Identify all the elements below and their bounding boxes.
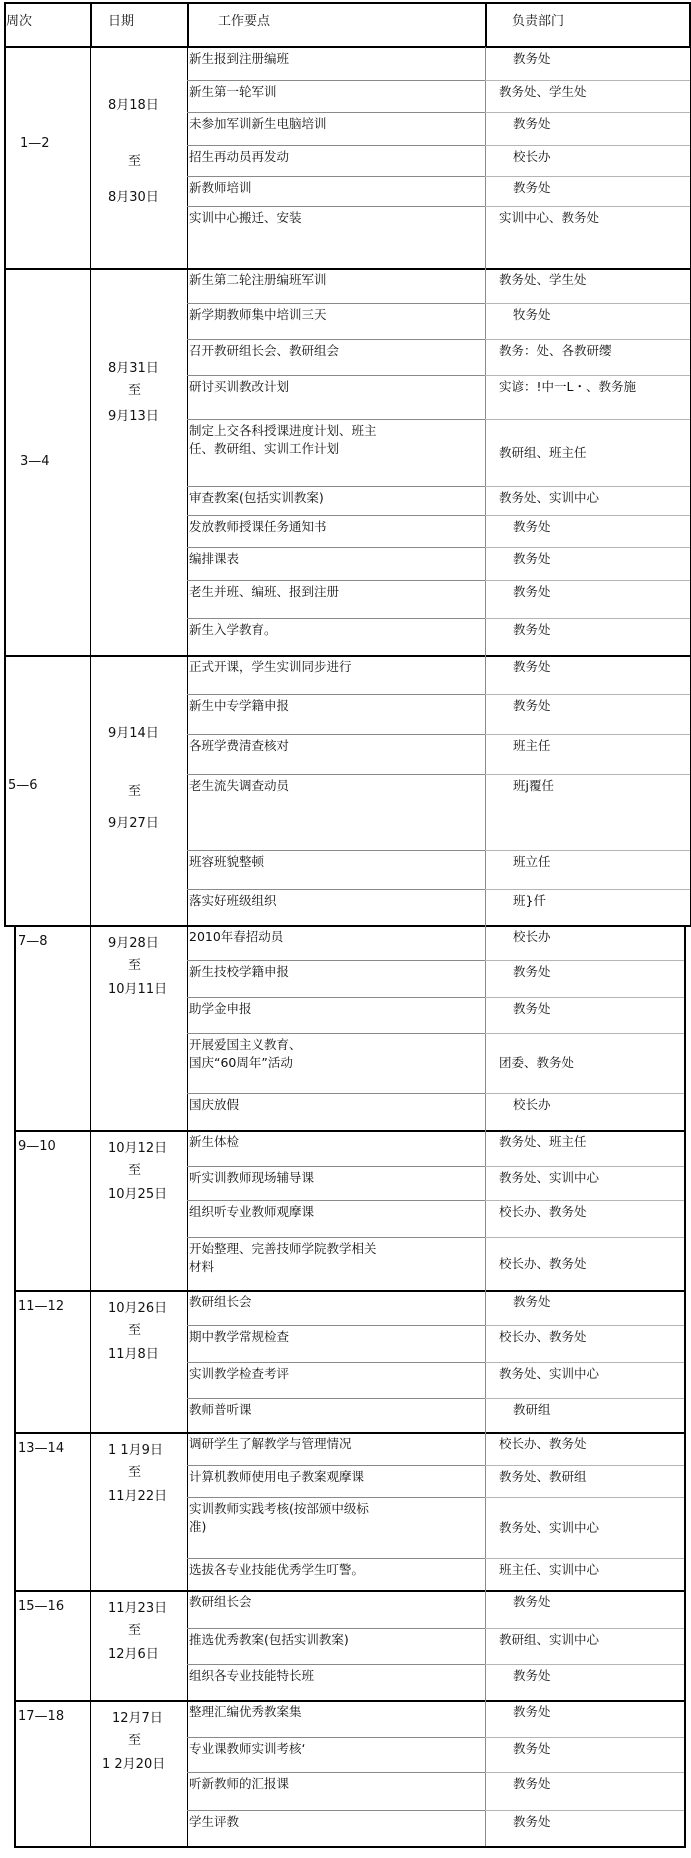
task-text: 新生体检 — [189, 1134, 240, 1149]
task-text: 期中教学常规检查 — [189, 1329, 290, 1344]
block-left-border — [14, 1700, 16, 1846]
dept-text: 教务处 — [513, 1001, 551, 1016]
dept-text: 教务处 — [513, 698, 551, 713]
week-label: 9—10 — [18, 1139, 56, 1154]
block-dept-border — [485, 1290, 486, 1432]
row-divider-dept — [485, 774, 690, 775]
dept-text: 教务处 — [513, 180, 551, 195]
task-text: 国庆“60周年”活动 — [189, 1055, 293, 1070]
block-left-border — [14, 1432, 16, 1590]
date-end: 1 2月20日 — [102, 1757, 166, 1772]
dept-text: 教务处 — [513, 1594, 551, 1609]
block-bottom-border — [4, 655, 691, 657]
date-separator: 至 — [128, 1323, 142, 1338]
dept-text: 教务处、学生处 — [499, 84, 587, 99]
dept-text: 班j覆任 — [513, 778, 554, 793]
header-bottom-border — [4, 46, 690, 48]
week-label: 7—8 — [18, 934, 48, 949]
task-text: 编排课表 — [189, 551, 240, 566]
row-divider-dept — [485, 734, 690, 735]
block-bottom-border — [14, 1290, 686, 1292]
block-bottom-border — [14, 1846, 686, 1848]
block-task-border — [187, 1700, 188, 1846]
row-divider-dept — [485, 80, 690, 81]
dept-text: 校长办、教务处 — [499, 1436, 587, 1451]
block-right-border — [684, 1700, 686, 1846]
date-separator: 至 — [128, 1465, 142, 1480]
task-text: 新生报到注册编班 — [189, 51, 290, 66]
row-divider-dept — [485, 1810, 684, 1811]
row-divider-dept — [485, 486, 690, 487]
row-divider-dept — [485, 339, 690, 340]
task-text: 教研组长会 — [189, 1294, 252, 1309]
dept-text: 教务处、班主任 — [499, 1134, 587, 1149]
dept-text: 教务处、实训中心 — [499, 1170, 600, 1185]
dept-text: 教务处、学生处 — [499, 272, 587, 287]
block-dept-border — [485, 1130, 486, 1290]
dept-text: 教务处 — [513, 116, 551, 131]
task-text: 正式开课，学生实训同步进行 — [189, 659, 352, 674]
dept-text: 教务：处、各教研缨 — [499, 343, 612, 358]
block-left-border — [14, 1590, 16, 1700]
block-left-border — [14, 925, 16, 1130]
row-divider-dept — [485, 1465, 684, 1466]
task-text: 制定上交各科授课进度计划、班主 — [189, 423, 377, 438]
block-date-border — [90, 1130, 91, 1290]
task-text: 发放教师授课任务通知书 — [189, 519, 327, 534]
block-left-border — [4, 655, 6, 925]
row-divider-dept — [485, 618, 690, 619]
block-right-border — [684, 925, 686, 1130]
task-text: 落实好班级组织 — [189, 893, 277, 908]
row-divider-dept — [485, 419, 690, 420]
dept-text: 教务处 — [513, 1294, 551, 1309]
task-text: 招生再动员再发动 — [189, 149, 290, 164]
row-divider-dept — [485, 1093, 684, 1094]
week-label: 15—16 — [18, 1599, 65, 1614]
header-col-border-0 — [4, 2, 6, 48]
table-top-border — [4, 2, 690, 4]
task-text: 各班学费清查核对 — [189, 738, 290, 753]
row-divider-dept — [485, 1664, 684, 1665]
task-text: 听新教师的汇报课 — [189, 1776, 290, 1791]
dept-text: 校长办 — [513, 929, 551, 944]
date-separator: 至 — [128, 383, 142, 398]
block-dept-border — [485, 1700, 486, 1846]
block-bottom-border — [4, 925, 691, 927]
block-task-border — [187, 1432, 188, 1590]
date-end: 12月6日 — [108, 1647, 159, 1662]
block-date-border — [90, 1700, 91, 1846]
task-text: 新生第二轮注册编班军训 — [189, 272, 327, 287]
task-text: 审查教案(包括实训教案) — [189, 490, 324, 505]
block-task-border — [187, 1130, 188, 1290]
header-date: 日期 — [108, 14, 135, 29]
dept-text: 教务处、实训中心 — [499, 490, 600, 505]
row-divider-dept — [485, 850, 690, 851]
header-task: 工作要点 — [218, 14, 271, 29]
block-left-border — [14, 1130, 16, 1290]
block-bottom-border — [14, 1700, 686, 1702]
task-text: 推选优秀教案(包括实训教案) — [189, 1632, 349, 1647]
dept-text: 校长办 — [513, 1097, 551, 1112]
row-divider-dept — [485, 1772, 684, 1773]
dept-text: 教研组、实训中心 — [499, 1632, 600, 1647]
date-separator: 至 — [128, 1163, 142, 1178]
dept-text: 教务处 — [513, 659, 551, 674]
task-text: 开始整理、完善技师学院教学相关 — [189, 1241, 377, 1256]
header-col-border-2 — [187, 2, 189, 48]
task-text: 助学金申报 — [189, 1001, 252, 1016]
date-separator: 至 — [128, 784, 142, 799]
task-text: 实训中心搬迁、安装 — [189, 210, 302, 225]
row-divider-dept — [485, 206, 690, 207]
header-dept: 负责部门 — [512, 14, 565, 29]
date-start: 11月23日 — [108, 1601, 168, 1616]
date-end: 8月30日 — [108, 190, 159, 205]
dept-text: 校长办、教务处 — [499, 1329, 587, 1344]
week-label: 3—4 — [20, 453, 50, 469]
block-date-border — [90, 268, 91, 655]
row-divider-dept — [485, 960, 684, 961]
task-text: 选拔各专业技能优秀学生叮警。 — [189, 1562, 365, 1577]
date-end: 10月11日 — [108, 982, 168, 997]
task-text: 国庆放假 — [189, 1097, 240, 1112]
date-start: 10月26日 — [108, 1301, 168, 1316]
task-text: 班容班貌整顿 — [189, 854, 265, 869]
task-text: 任、教研组、实训工作计划 — [189, 441, 340, 456]
date-separator: 至 — [128, 958, 142, 973]
task-text: 实训教学检查考评 — [189, 1366, 290, 1381]
block-right-border — [684, 1432, 686, 1590]
task-text: 2010年春招动员 — [189, 929, 284, 944]
block-dept-border — [485, 1590, 486, 1700]
week-label: 5—6 — [8, 778, 38, 793]
block-right-border — [684, 1130, 686, 1290]
dept-text: 教务处、实训中心 — [499, 1519, 600, 1535]
row-divider-dept — [485, 1362, 684, 1363]
block-bottom-border — [14, 1432, 686, 1434]
date-separator: 至 — [128, 1733, 142, 1748]
block-right-border — [684, 1290, 686, 1432]
header-week: 周次 — [6, 14, 33, 29]
task-text: 调研学生了解教学与管理情况 — [189, 1436, 352, 1451]
block-task-border — [187, 925, 188, 1130]
dept-text: 校长办、教务处 — [499, 1255, 587, 1271]
row-divider-dept — [485, 1398, 684, 1399]
task-text: 召开教研组长会、教研组会 — [189, 343, 340, 358]
date-end: 10月25日 — [108, 1187, 168, 1202]
block-bottom-border — [14, 1130, 686, 1132]
task-text: 开展爱国主义教育、 — [189, 1037, 302, 1052]
date-start: 12月7日 — [112, 1711, 163, 1726]
row-divider-dept — [485, 1497, 684, 1498]
block-date-border — [90, 1590, 91, 1700]
task-text: 未参加军训新生电脑培训 — [189, 116, 327, 131]
header-col-border-1 — [90, 2, 92, 48]
row-divider-dept — [485, 1558, 684, 1559]
block-date-border — [90, 47, 91, 268]
task-text: 新生第一轮军训 — [189, 84, 277, 99]
task-text: 实训教师实践考核(按部颁中级标 — [189, 1501, 369, 1516]
task-text: 材料 — [189, 1259, 215, 1274]
block-date-border — [90, 1290, 91, 1432]
row-divider-dept — [485, 889, 690, 890]
dept-text: 教务处 — [513, 622, 551, 637]
dept-text: 班}仟 — [513, 893, 546, 908]
week-label: 1—2 — [20, 136, 50, 151]
task-text: 学生评教 — [189, 1814, 240, 1829]
task-text: 教师普听课 — [189, 1402, 252, 1417]
row-divider-dept — [485, 303, 690, 304]
block-right-border — [684, 1590, 686, 1700]
row-divider-dept — [485, 1200, 684, 1201]
task-text: 老生并班、编班、报到注册 — [189, 584, 340, 599]
task-text: 新生中专学籍申报 — [189, 698, 290, 713]
task-text: 整理汇编优秀教案集 — [189, 1704, 302, 1719]
dept-text: 实训中心、教务处 — [499, 210, 600, 225]
dept-text: 班立任 — [513, 854, 551, 869]
task-text: 专业课教师实训考核‘ — [189, 1741, 306, 1756]
task-text: 新教师培训 — [189, 180, 252, 195]
week-label: 17—18 — [18, 1709, 65, 1724]
dept-text: 校长办 — [513, 149, 551, 164]
row-divider-dept — [485, 145, 690, 146]
row-divider-dept — [485, 1033, 684, 1034]
dept-text: 教务处 — [513, 964, 551, 979]
row-divider-dept — [485, 997, 684, 998]
date-start: 10月12日 — [108, 1141, 168, 1156]
block-dept-border — [485, 655, 486, 925]
dept-text: 教务处 — [513, 519, 551, 534]
date-end: 9月27日 — [108, 816, 159, 831]
row-divider-dept — [485, 515, 690, 516]
block-task-border — [187, 655, 188, 925]
row-divider-dept — [485, 547, 690, 548]
task-text: 组织各专业技能特长班 — [189, 1668, 315, 1683]
row-divider-dept — [485, 112, 690, 113]
date-start: 1 1月9日 — [108, 1443, 163, 1458]
dept-text: 教务处 — [513, 51, 551, 66]
block-bottom-border — [14, 1590, 686, 1592]
task-text: 新学期教师集中培训三天 — [189, 307, 327, 322]
block-date-border — [90, 1432, 91, 1590]
row-divider-dept — [485, 1166, 684, 1167]
task-text: 新生入学教育。 — [189, 622, 277, 637]
task-text: 教研组长会 — [189, 1594, 252, 1609]
dept-text: 教务处 — [513, 1668, 551, 1683]
row-divider-dept — [485, 1737, 684, 1738]
dept-text: 校长办、教务处 — [499, 1204, 587, 1219]
dept-text: 教务处、教研组 — [499, 1469, 587, 1484]
task-text: 组织听专业教师观摩课 — [189, 1204, 315, 1219]
block-left-border — [14, 1290, 16, 1432]
block-left-border — [4, 268, 6, 655]
row-divider-dept — [485, 580, 690, 581]
dept-text: 教研组 — [513, 1402, 551, 1417]
task-text: 准) — [189, 1519, 207, 1534]
block-dept-border — [485, 1432, 486, 1590]
block-dept-border — [485, 268, 486, 655]
block-bottom-border — [4, 268, 691, 270]
row-divider-dept — [485, 176, 690, 177]
date-start: 9月14日 — [108, 726, 159, 741]
block-left-border — [4, 47, 6, 268]
task-text: 听实训教师现场辅导课 — [189, 1170, 315, 1185]
task-text: 老生流失调查动员 — [189, 778, 290, 793]
row-divider-dept — [485, 375, 690, 376]
task-text: 新生技校学籍申报 — [189, 964, 290, 979]
date-end: 9月13日 — [108, 409, 159, 424]
date-end: 11月8日 — [108, 1347, 159, 1362]
dept-text: 班主任、实训中心 — [499, 1562, 600, 1577]
task-text: 研讨买训教改计划 — [189, 379, 290, 394]
block-task-border — [187, 1290, 188, 1432]
block-task-border — [187, 1590, 188, 1700]
dept-text: 教务处 — [513, 1704, 551, 1719]
date-start: 8月18日 — [108, 98, 159, 113]
dept-text: 团委、教务处 — [499, 1055, 575, 1070]
dept-text: 教务处 — [513, 1776, 551, 1791]
dept-text: 教务处 — [513, 1741, 551, 1756]
date-end: 11月22日 — [108, 1489, 168, 1504]
dept-text: 牧务处 — [513, 307, 551, 322]
date-separator: 至 — [128, 154, 142, 169]
row-divider-dept — [485, 1325, 684, 1326]
dept-text: 教务处、实训中心 — [499, 1366, 600, 1381]
row-divider-dept — [485, 1237, 684, 1238]
date-start: 8月31日 — [108, 361, 159, 376]
dept-text: 教务处 — [513, 1814, 551, 1829]
dept-text: 班主任 — [513, 738, 551, 753]
block-dept-border — [485, 925, 486, 1130]
task-text: 计算机教师使用电子教案观摩课 — [189, 1469, 365, 1484]
dept-text: 教研组、班主任 — [499, 444, 587, 460]
row-divider-dept — [485, 1628, 684, 1629]
dept-text: 教务处 — [513, 551, 551, 566]
dept-text: 实谚：!中一L・、教务施 — [499, 379, 636, 394]
block-date-border — [90, 925, 91, 1130]
week-label: 11—12 — [18, 1299, 65, 1314]
block-date-border — [90, 655, 91, 925]
header-col-border-3 — [485, 2, 487, 48]
block-task-border — [187, 268, 188, 655]
week-label: 13—14 — [18, 1441, 65, 1456]
date-start: 9月28日 — [108, 936, 159, 951]
row-divider-dept — [485, 694, 690, 695]
date-separator: 至 — [128, 1623, 142, 1638]
dept-text: 教务处 — [513, 584, 551, 599]
